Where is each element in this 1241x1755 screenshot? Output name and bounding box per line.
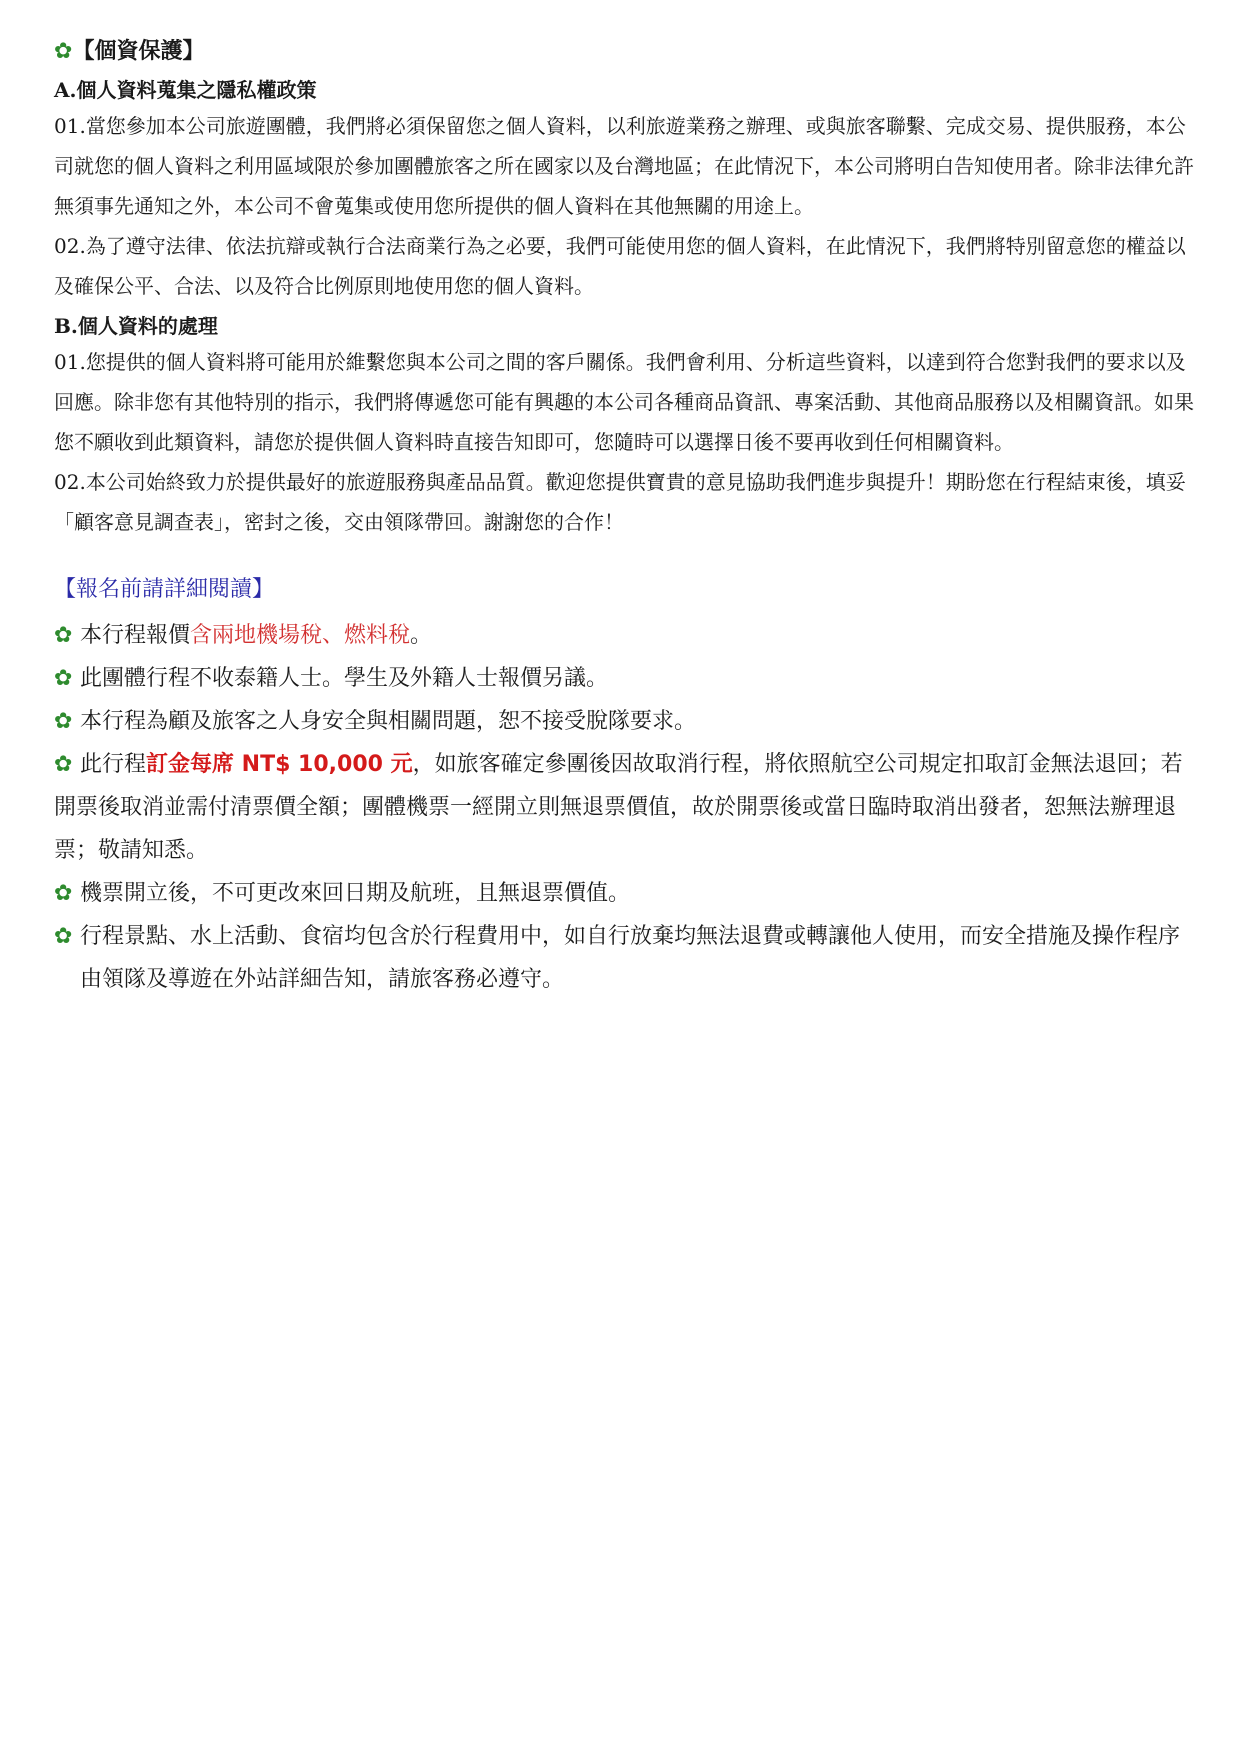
paragraph-number: 02. xyxy=(54,470,86,494)
notice-item-5: ✿ 機票開立後，不可更改來回日期及航班，且無退票價值。 xyxy=(54,872,1196,915)
flower-icon: ✿ xyxy=(54,752,73,777)
privacy-section-a-title: A.個人資料蒐集之隱私權政策 xyxy=(54,78,317,102)
privacy-b-paragraph-2 xyxy=(54,462,1196,542)
notice-section-title: 【報名前請詳細閱讀】 xyxy=(54,577,275,602)
privacy-a-paragraph-2 xyxy=(54,226,1196,306)
privacy-b-paragraph-1 xyxy=(54,342,1196,462)
notice-item-3: ✿ 本行程為顧及旅客之人身安全與相關問題，恕不接受脫隊要求。 xyxy=(54,700,1196,743)
notice-item-6: ✿ 行程景點、水上活動、食宿均包含於行程費用中，如自行放棄均無法退費或轉讓他人使用，而安全措施及操作程序由領隊及導遊在外站詳細告知，請旅客務必遵守。 xyxy=(54,915,1196,1001)
paragraph-text: 當您參加本公司旅遊團體，我們將必須保留您之個人資料，以利旅遊業務之辦理、或與旅客聯繫、完成交易、提供服務，本公司就您的個人資料之利用區域限於參加團體旅客之所在國家以及台灣地區；在此情況下，本公司將明白告知使用者。除非法律允許無須事先通知之外，本公司不會蒐集或使用您所提供的個人資料在其他無關的用途上。 xyxy=(54,114,1194,218)
privacy-section-b-title: B.個人資料的處理 xyxy=(54,314,218,338)
paragraph-text: 為了遵守法律、依法抗辯或執行合法商業行為之必要，我們可能使用您的個人資料，在此情況下，我們將特別留意您的權益以及確保公平、合法、以及符合比例原則地使用您的個人資料。 xyxy=(54,234,1186,298)
flower-icon: ✿ xyxy=(54,924,73,949)
notice-item-1: ✿ 本行程報價含兩地機場稅、燃料稅。 xyxy=(54,614,1196,657)
flower-icon: ✿ xyxy=(54,881,73,906)
paragraph-number: 02. xyxy=(54,234,86,258)
flower-icon: ✿ xyxy=(54,623,73,648)
flower-icon: ✿ xyxy=(54,709,73,734)
document-page xyxy=(54,36,1196,1001)
paragraph-text: 本公司始終致力於提供最好的旅遊服務與產品品質。歡迎您提供寶貴的意見協助我們進步與提升！期盼您在行程結束後，填妥「顧客意見調查表」，密封之後，交由領隊帶回。謝謝您的合作！ xyxy=(54,470,1186,534)
privacy-a-paragraph-1 xyxy=(54,106,1196,226)
flower-icon: ✿ xyxy=(54,39,73,64)
paragraph-number: 01. xyxy=(54,114,86,138)
notice-item-2: ✿ 此團體行程不收泰籍人士。學生及外籍人士報價另議。 xyxy=(54,657,1196,700)
tax-highlight: 含兩地機場稅、燃料稅 xyxy=(190,623,411,648)
flower-icon: ✿ xyxy=(54,666,73,691)
paragraph-text: 您提供的個人資料將可能用於維繫您與本公司之間的客戶關係。我們會利用、分析這些資料，以達到符合您對我們的要求以及回應。除非您有其他特別的指示，我們將傳遞您可能有興趣的本公司各種商品資訊、專案活動、其他商品服務以及相關資訊。如果您不願收到此類資料，請您於提供個人資料時直接告知即可，您隨時可以選擇日後不要再收到任何相關資料。 xyxy=(54,350,1194,454)
paragraph-number: 01. xyxy=(54,350,86,374)
section-spacer xyxy=(54,542,1196,570)
notice-item-4: ✿ 此行程訂金每席 NT$ 10,000 元，如旅客確定參團後因故取消行程，將依照航空公司規定扣取訂金無法退回；若開票後取消並需付清票價全額；團體機票一經開立則無退票價值，故於開票後或當日臨時取消出發者，恕無法辦理退票；敬請知悉。 xyxy=(54,743,1196,872)
deposit-highlight: 訂金每席 NT$ 10,000 元 xyxy=(146,752,413,777)
privacy-section-title: ✿【個資保護】 xyxy=(54,39,205,64)
